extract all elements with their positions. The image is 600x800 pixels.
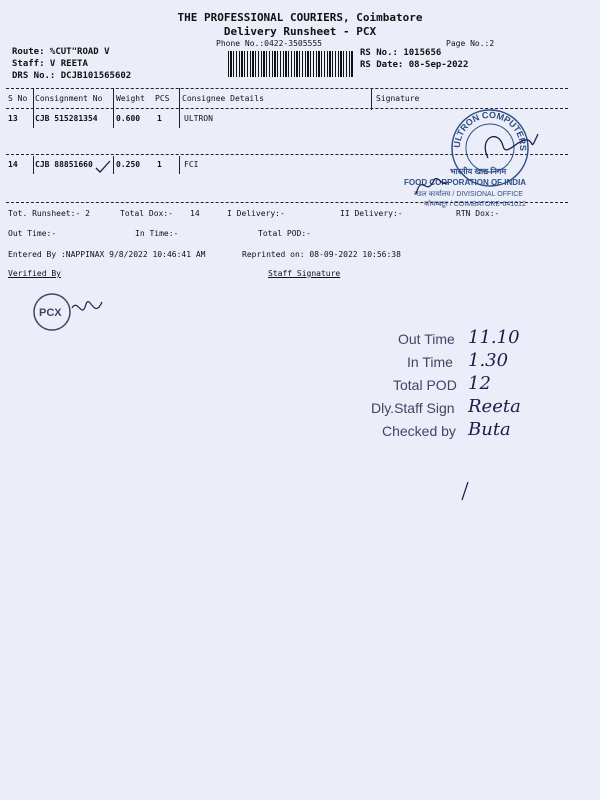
document-title: Delivery Runsheet - PCX xyxy=(223,25,377,38)
company-name: THE PROFESSIONAL COURIERS, Coimbatore xyxy=(177,11,423,24)
barcode xyxy=(228,51,354,77)
route: Route: %CUT"ROAD V xyxy=(12,47,110,57)
signature-mark xyxy=(458,128,548,168)
row-weight: 0.600 xyxy=(116,114,141,123)
stamp-in-time-value: 1.30 xyxy=(468,350,509,371)
stamp-checked-by-label: Checked by xyxy=(382,423,456,439)
column-divider xyxy=(179,110,180,128)
column-divider xyxy=(179,156,180,174)
column-divider xyxy=(113,156,114,174)
column-divider xyxy=(33,110,34,128)
row-consignment: CJB 515281354 xyxy=(35,114,98,123)
column-divider xyxy=(371,88,372,110)
ii-delivery: II Delivery:- xyxy=(340,209,403,218)
pen-stroke-mark xyxy=(458,480,472,502)
column-divider xyxy=(33,156,34,174)
stamp-staff-sign-label: Dly.Staff Sign xyxy=(371,400,455,416)
row-consignment: CJB 88851660 xyxy=(35,160,93,169)
staff-signature: Staff Signature xyxy=(268,269,341,278)
fci-signature xyxy=(412,168,452,198)
header-sno: S No xyxy=(8,94,28,103)
tick-mark-icon xyxy=(95,160,111,174)
rs-number: RS No.: 1015656 xyxy=(360,48,442,58)
row-sno: 14 xyxy=(8,160,18,169)
fci-stamp-city: कोयम्बटूर / COIMBATORE-641012 xyxy=(424,201,526,208)
pcx-stamp-text: PCX xyxy=(39,307,62,319)
header-consignee: Consignee Details xyxy=(182,94,264,103)
table-top-rule xyxy=(6,88,568,89)
entered-by: Entered By :NAPPINAX 9/8/2022 10:46:41 AM xyxy=(8,250,206,259)
stamp-out-time-label: Out Time xyxy=(398,331,455,347)
page-number: Page No.:2 xyxy=(446,39,495,48)
column-divider xyxy=(113,110,114,128)
ultron-ring-text: ULTRON COMPUTERS xyxy=(451,109,529,151)
row-pcs: 1 xyxy=(157,160,162,169)
staff-name: Staff: V REETA xyxy=(12,59,88,69)
total-dox-value: 14 xyxy=(190,209,200,218)
in-time: In Time:- xyxy=(135,229,179,238)
row-consignee: ULTRON xyxy=(184,114,213,123)
row-weight: 0.250 xyxy=(116,160,141,169)
header-pcs: PCS xyxy=(155,94,170,103)
drs-number: DRS No.: DCJB101565602 xyxy=(12,71,132,81)
total-runsheet: Tot. Runsheet:- 2 xyxy=(8,209,90,218)
header-consignment: Consignment No xyxy=(35,94,103,103)
total-dox-label: Total Dox:- xyxy=(120,209,173,218)
column-divider xyxy=(33,88,34,110)
row-pcs: 1 xyxy=(157,114,162,123)
row-consignee: FCI xyxy=(184,160,199,169)
stamp-checked-by-value: Buta xyxy=(468,419,511,440)
out-time: Out Time:- xyxy=(8,229,57,238)
reprinted-on: Reprinted on: 08-09-2022 10:56:38 xyxy=(242,250,401,259)
rtn-dox: RTN Dox:- xyxy=(456,209,500,218)
pcx-stamp xyxy=(30,290,110,336)
stamp-in-time-label: In Time xyxy=(407,354,453,370)
row-sno: 13 xyxy=(8,114,18,123)
fci-stamp-office: मंडल कार्यालय / DIVISIONAL OFFICE xyxy=(414,191,523,198)
fci-stamp-hindi: भारतीय खाद्य निगम xyxy=(450,167,507,176)
column-divider xyxy=(113,88,114,110)
stamp-total-pod-value: 12 xyxy=(468,373,491,394)
i-delivery: I Delivery:- xyxy=(227,209,285,218)
stamp-out-time-value: 11.10 xyxy=(468,327,520,348)
total-pod: Total POD:- xyxy=(258,229,311,238)
verified-by: Verified By xyxy=(8,269,61,278)
rs-date: RS Date: 08-Sep-2022 xyxy=(360,60,469,70)
phone-number: Phone No.:0422-3505555 xyxy=(216,39,322,48)
header-signature: Signature xyxy=(376,94,420,103)
stamp-total-pod-label: Total POD xyxy=(393,377,457,393)
header-weight: Weight xyxy=(116,94,145,103)
fci-stamp-name: FOOD CORPORATION OF INDIA xyxy=(404,178,527,187)
stamp-staff-sign-value: Reeta xyxy=(468,396,521,417)
column-divider xyxy=(179,88,180,110)
